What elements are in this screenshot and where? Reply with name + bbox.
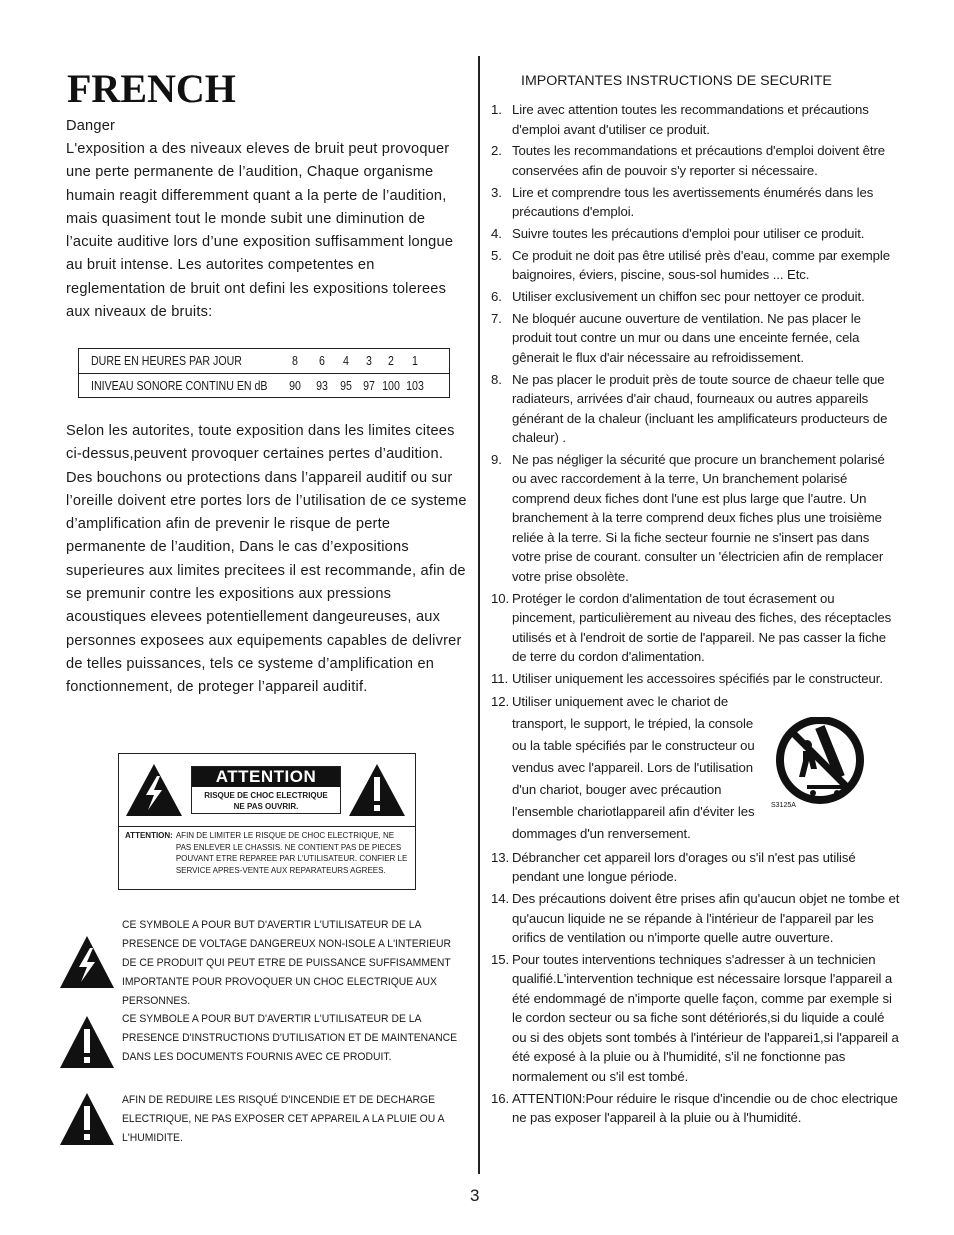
list-item-text: Ne bloquér aucune ouverture de ventilation. Ne pas placer le produit tout contre un mur ou dans une enceinte fernée, cela gênerait le flux d'air nécessaire au refroidissement. — [512, 310, 861, 365]
attention-label — [191, 766, 341, 814]
symbol-text: CE SYMBOLE A POUR BUT D'AVERTIR L'UTILISATEUR DE LA PRESENCE D'INSTRUCTIONS D'UTILISATION ET DE MAINTENANCE DANS LES DOCUMENTS FOURNIS AVEC CE PRODUIT. — [122, 1013, 458, 1063]
cart-tip-over-warning-icon — [767, 717, 873, 809]
list-item-number: 16. — [491, 1090, 510, 1106]
attention-warning-text: AFIN DE LIMITER LE RISQUE DE CHOC ELECTRIQUE, NE PAS ENLEVER LE CHASSIS. NE CONTIENT PAS DE PIECES POUVANT ETRE REPAREE PAR L'UTILISATEUR. CONFIER LE SERVICE APRES-VENTE AUX REPARATEURS AGREES. — [175, 831, 408, 875]
list-item-text: Des précautions doivent être prises afin qu'aucun objet ne tombe et qu'aucun liquide ne se répande à l'intérieur de l'appareil par les orifics de ventilation ou n'importe quelle autre ouverture. — [512, 891, 900, 946]
list-item-number: 4. — [491, 225, 502, 241]
page-title: FRENCH — [67, 66, 236, 111]
attention-warning — [125, 830, 409, 876]
table-cell: 100 — [382, 379, 400, 393]
list-item — [491, 224, 901, 244]
table-row-label: DURE EN HEURES PAR JOUR — [91, 354, 242, 368]
list-item-number: 8. — [491, 371, 502, 387]
list-item-text: Ne pas placer le produit près de toute source de chaeur telle que radiateurs, arrivées d'air chaud, fourneaux ou autres appareils générant de la chaleur (incluant les amplificateurs producteurs de chaleur) . — [512, 371, 888, 446]
column-divider — [478, 56, 480, 1174]
list-item-number: 1. — [491, 102, 502, 117]
list-item-text: Suivre toutes les précautions d'emploi pour utiliser ce produit. — [512, 225, 865, 241]
table-cell: 3 — [366, 354, 372, 368]
protection-paragraph: Selon les autorites, toute exposition dans les limites citees ci-dessus,peuvent provoquer certaines pertes d’audition. Des bouchons ou protections dans l’appareil auditif ou sur l’oreille doivent etre portes lors de l’utilisation de ce systeme d’amplification afin de prevenir le risque de perte permanente de l’audition, Dans le cas d’expositions superieures aux limites precitees il est recommande, afin de se premunir contre les expositions aux pressions acoustiques elevees potentiellement dangeureuses, aux personnes exposees aux equipements capables de delivrer de telles puissances, tels ce systeme d’amplification en fonctionnement, de proteger l’appareil auditif. — [66, 423, 467, 696]
list-item — [491, 669, 901, 689]
list-item — [491, 246, 901, 285]
list-item-number: 10. — [491, 590, 510, 606]
list-item-text: Ce produit ne doit pas être utilisé près d'eau, comme par exemple baignoires, éviers, piscine, sous-sol humides ... Etc. — [512, 247, 890, 283]
list-item — [491, 450, 901, 587]
table-row-label: INIVEAU SONORE CONTINU EN dB — [91, 379, 268, 393]
lightning-warning-icon — [124, 762, 184, 818]
exclamation-warning-icon — [58, 1014, 116, 1070]
list-item-text: Pour toutes interventions techniques s'adresser à un technicien qualifié.L'intervention technique est nécessaire lorsque l'appareil a été endommagé de n'importe quelle façon, comme par exemple si le cordon secteur ou sa fiche sont détériorés,si du liquide a coulé ou si des objets sont tombés à l'intérieur de l'apparei1,si l'appareil a été exposé à la pluie ou à l'humidité, s'il ne fonctionne pas normalement ou s'il est tombé. — [512, 951, 899, 1084]
noise-exposure-table — [78, 348, 450, 398]
attention-header — [119, 754, 415, 827]
exclamation-warning-icon — [347, 762, 407, 818]
list-item-text: Protéger le cordon d'alimentation de tout écrasement ou pincement, particulièrement au niveau des fiches, des réceptacles utilisés et à l'endroit de sortie de l'appareil. Ne pas casser la fiche de terre du cordon d'alimentation. — [512, 590, 892, 665]
list-item-text: Utiliser uniquement les accessoires spécifiés par le constructeur. — [512, 670, 883, 686]
list-item — [491, 287, 901, 307]
table-cell: 4 — [343, 354, 349, 368]
list-item-number: 11. — [491, 670, 509, 686]
table-cell: 8 — [292, 354, 298, 368]
table-cell: 103 — [406, 379, 424, 393]
attention-box — [118, 753, 416, 890]
danger-paragraph: L'exposition a des niveaux eleves de bruit peut provoquer une perte permanente de l’audition, Chaque organisme humain reagit differemment quant a la perte de l’audition, mais quasiment tout le monde subit une diminution de l’acuite auditive lors d’une exposition suffisamment longue au bruit intense. Les autorites competentes en reglementation de bruit ont defini les expositions tolerees aux niveaux de bruits: — [66, 141, 454, 321]
table-cell: 95 — [340, 379, 352, 393]
list-item-text: ATTENTI0N:Pour réduire le risque d'incendie ou de choc electrique ne pas exposer l'appareil à la pluie ou à l'humidité. — [512, 1090, 898, 1126]
exclamation-warning-icon — [58, 1091, 116, 1147]
attention-subtext — [192, 787, 340, 812]
list-item-number: 13. — [491, 849, 510, 865]
list-item-number: 14. — [491, 891, 510, 907]
table-cell: 2 — [388, 354, 394, 368]
list-item — [491, 589, 901, 667]
list-item — [491, 950, 901, 1087]
list-item-number: 12. — [491, 693, 510, 709]
safety-instructions-list — [491, 100, 901, 1130]
list-item — [491, 309, 901, 368]
table-cell: 90 — [289, 379, 301, 393]
table-row — [79, 374, 449, 398]
symbol-text: CE SYMBOLE A POUR BUT D'AVERTIR L'UTILISATEUR DE LA PRESENCE DE VOLTAGE DANGEREUX NON-ISOLE A L'INTERIEUR DE CE PRODUIT QUI PEUT ETRE DE PUISSANCE SUFFISAMMENT IMPORTANTE POUR PROVOQUER UN CHOC ELECTRIQUE AUX PERSONNES. — [122, 919, 452, 1007]
list-item-number: 7. — [491, 310, 502, 326]
attention-subtext-line: NE PAS OUVRIR. — [233, 802, 299, 811]
safety-instructions-title: IMPORTANTES INSTRUCTIONS DE SECURITE — [521, 73, 832, 89]
list-item-text: Ne pas négliger la sécurité que procure un branchement polarisé ou avec raccordement à la terre, Un branchement polarisé comprend deux fiches dont l'une est plus large que l'autre. Un branchement à la terre comprend deux fiches plus une troisième reliée à la terre. Si la fiche secteur fournie ne s'insert pas dans votre prise de courant. consulter un 'électricien afin de remplacer votre prise obsolète. — [512, 451, 885, 584]
danger-heading: Danger — [66, 118, 116, 134]
attention-subtext-line: RISQUE DE CHOC ELECTRIQUE — [204, 791, 328, 800]
list-item — [491, 183, 901, 222]
table-cell: 97 — [363, 379, 375, 393]
table-row — [79, 349, 449, 374]
table-cell: 6 — [319, 354, 325, 368]
list-item-number: 5. — [491, 247, 502, 263]
attention-warning-label: ATTENTION: — [125, 831, 173, 840]
list-item — [491, 141, 901, 180]
list-item-text: Toutes les recommandations et précautions d'emploi doivent être conservées afin de pouvoir s'y reporter si nécessaire. — [512, 143, 886, 178]
list-item-text: Utiliser uniquement avec le chariot de transport, le support, le trépied, la console ou la table spécifiés par le constructeur ou vendus avec l'appareil. Lors de l'utilisation d'un chariot, bouger avec précaution l'ensemble chariotlappareil afin d'éviter les dommages d'un renversement. — [512, 693, 755, 842]
list-item-text: Débrancher cet appareil lors d'orages ou s'il n'est pas utilisé pendant une longue période. — [512, 849, 856, 885]
table-cell: 93 — [316, 379, 328, 393]
list-item-text: Lire et comprendre tous les avertissements énumérés dans les précautions d'emploi. — [512, 184, 874, 220]
list-item-text: Utiliser exclusivement un chiffon sec pour nettoyer ce produit. — [512, 288, 865, 304]
list-item-number: 2. — [491, 143, 502, 159]
list-item — [491, 889, 901, 948]
list-item — [491, 848, 901, 887]
lightning-warning-icon — [58, 934, 116, 990]
list-item-number: 3. — [491, 184, 502, 200]
list-item-number: 6. — [491, 288, 502, 304]
symbol-text: AFIN DE REDUIRE LES RISQUÉ D'INCENDIE ET DE DECHARGE ELECTRIQUE, NE PAS EXPOSER CET APPAREIL A LA PLUIE OU A L'HUMIDITE. — [122, 1094, 444, 1144]
table-cell: 1 — [412, 354, 418, 368]
list-item-number: 9. — [491, 451, 502, 467]
list-item-text: Lire avec attention toutes les recommandations et précautions d'emploi avant d'utiliser ce produit. — [512, 102, 869, 137]
attention-heading: ATTENTION — [192, 767, 340, 787]
list-item — [491, 1089, 901, 1128]
list-item — [491, 100, 901, 139]
list-item — [491, 370, 901, 448]
cart-icon-code: S3125A — [771, 802, 796, 809]
list-item-number: 15. — [491, 951, 510, 967]
page-number: 3 — [470, 1186, 480, 1205]
